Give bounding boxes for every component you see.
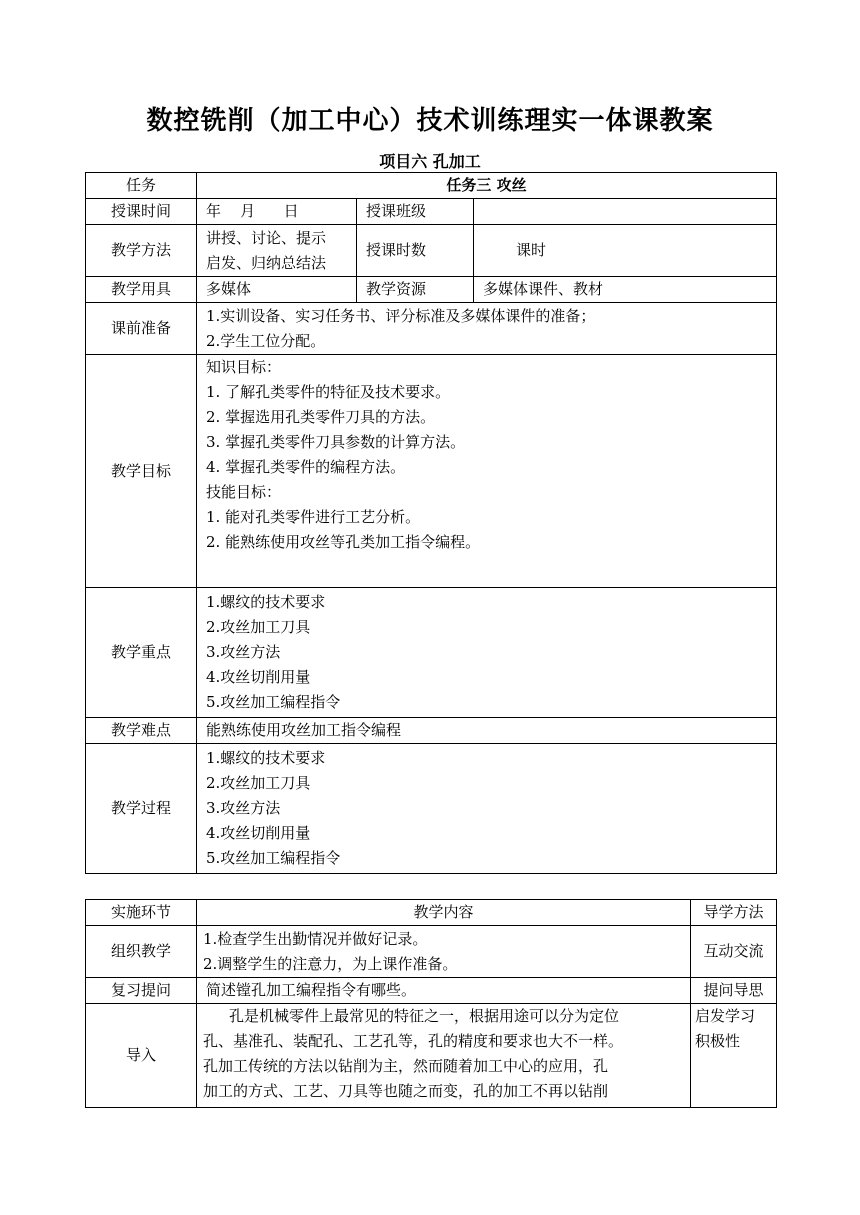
prep-row (86, 303, 777, 355)
goals-line: 2. 能熟练使用攻丝等孔类加工指令编程。 (206, 533, 481, 551)
key-label: 教学重点 (86, 588, 197, 718)
tools-row (86, 277, 777, 303)
tools-value: 多媒体 (197, 277, 357, 303)
method-line: 讲授、讨论、提示 (206, 228, 327, 247)
intro-line: 孔是机械零件上最常见的特征之一，根据用途可以分为定位 (229, 1007, 620, 1025)
header-method: 导学方法 (691, 900, 777, 926)
intro-content (197, 1004, 691, 1108)
review-content: 简述镗孔加工编程指令有哪些。 (197, 978, 691, 1004)
lesson-plan-table (85, 172, 777, 874)
time-label: 授课时间 (86, 199, 197, 225)
key-line: 3.攻丝方法 (206, 643, 281, 661)
tools-label: 教学用具 (86, 277, 197, 303)
org-method: 互动交流 (691, 926, 777, 978)
method-value (197, 225, 357, 277)
process-row (86, 744, 777, 874)
process-label: 教学过程 (86, 744, 197, 874)
intro-row (86, 1004, 777, 1108)
stages-header-row (86, 900, 777, 926)
difficulty-label: 教学难点 (86, 718, 197, 744)
key-line: 2.攻丝加工刀具 (206, 618, 311, 636)
goals-line: 4. 掌握孔类零件的编程方法。 (206, 458, 406, 476)
key-line: 5.攻丝加工编程指令 (206, 693, 341, 711)
prep-label: 课前准备 (86, 303, 197, 355)
goals-line: 1. 了解孔类零件的特征及技术要求。 (206, 383, 451, 401)
resources-value: 多媒体课件、教材 (474, 277, 777, 303)
org-label: 组织教学 (86, 926, 197, 978)
intro-label: 导入 (86, 1004, 197, 1108)
key-row (86, 588, 777, 718)
key-line: 4.攻丝切削用量 (206, 668, 311, 686)
org-line: 1.检查学生出勤情况并做好记录。 (203, 929, 428, 948)
org-row (86, 926, 777, 978)
prep-value (197, 303, 777, 355)
process-line: 3.攻丝方法 (206, 799, 281, 817)
method-row (86, 225, 777, 277)
intro-method (691, 1004, 777, 1108)
goals-line: 1. 能对孔类零件进行工艺分析。 (206, 508, 421, 526)
goals-line: 3. 掌握孔类零件刀具参数的计算方法。 (206, 433, 466, 451)
goals-line: 2. 掌握选用孔类零件刀具的方法。 (206, 408, 436, 426)
header-content: 教学内容 (197, 900, 691, 926)
goals-row (86, 355, 777, 588)
resources-label: 教学资源 (357, 277, 474, 303)
review-row (86, 978, 777, 1004)
intro-line: 孔、基准孔、装配孔、工艺孔等，孔的精度和要求也大不一样。 (203, 1032, 624, 1050)
review-label: 复习提问 (86, 978, 197, 1004)
prep-line: 2.学生工位分配。 (206, 331, 326, 350)
hours-value: 课时 (474, 225, 777, 277)
intro-line: 加工的方式、工艺、刀具等也随之而变，孔的加工不再以钻削 (203, 1082, 609, 1100)
intro-method-line: 启发学习 (695, 1007, 756, 1025)
time-value: 年 月 日 (197, 199, 357, 225)
project-subtitle: 项目六 孔加工 (379, 152, 481, 171)
org-line: 2.调整学生的注意力，为上课作准备。 (203, 954, 458, 973)
method-label: 教学方法 (86, 225, 197, 277)
process-line: 4.攻丝切削用量 (206, 824, 311, 842)
hours-label: 授课时数 (357, 225, 474, 277)
process-line: 2.攻丝加工刀具 (206, 774, 311, 792)
task-label: 任务 (86, 173, 197, 199)
key-line: 1.螺纹的技术要求 (206, 593, 326, 611)
class-label: 授课班级 (357, 199, 474, 225)
prep-line: 1.实训设备、实习任务书、评分标准及多媒体课件的准备； (206, 306, 596, 325)
goals-line: 技能目标： (206, 483, 282, 501)
review-method: 提问导思 (691, 978, 777, 1004)
intro-line: 孔加工传统的方法以钻削为主，然而随着加工中心的应用，孔 (203, 1057, 609, 1075)
goals-value (197, 355, 777, 588)
key-value (197, 588, 777, 718)
method-line: 启发、归纳总结法 (206, 253, 327, 272)
intro-method-line: 积极性 (695, 1032, 741, 1050)
process-line: 1.螺纹的技术要求 (206, 749, 326, 767)
document-title: 数控铣削（加工中心）技术训练理实一体课教案 (146, 106, 714, 136)
goals-label: 教学目标 (86, 355, 197, 588)
class-value (474, 199, 777, 225)
goals-line: 知识目标： (206, 358, 282, 376)
header-stage: 实施环节 (86, 900, 197, 926)
process-line: 5.攻丝加工编程指令 (206, 849, 341, 867)
difficulty-value: 能熟练使用攻丝加工指令编程 (197, 718, 777, 744)
task-row (86, 173, 777, 199)
process-value (197, 744, 777, 874)
task-value: 任务三 攻丝 (197, 173, 777, 199)
time-row (86, 199, 777, 225)
org-content (197, 926, 691, 978)
difficulty-row (86, 718, 777, 744)
teaching-stages-table (85, 899, 777, 1108)
